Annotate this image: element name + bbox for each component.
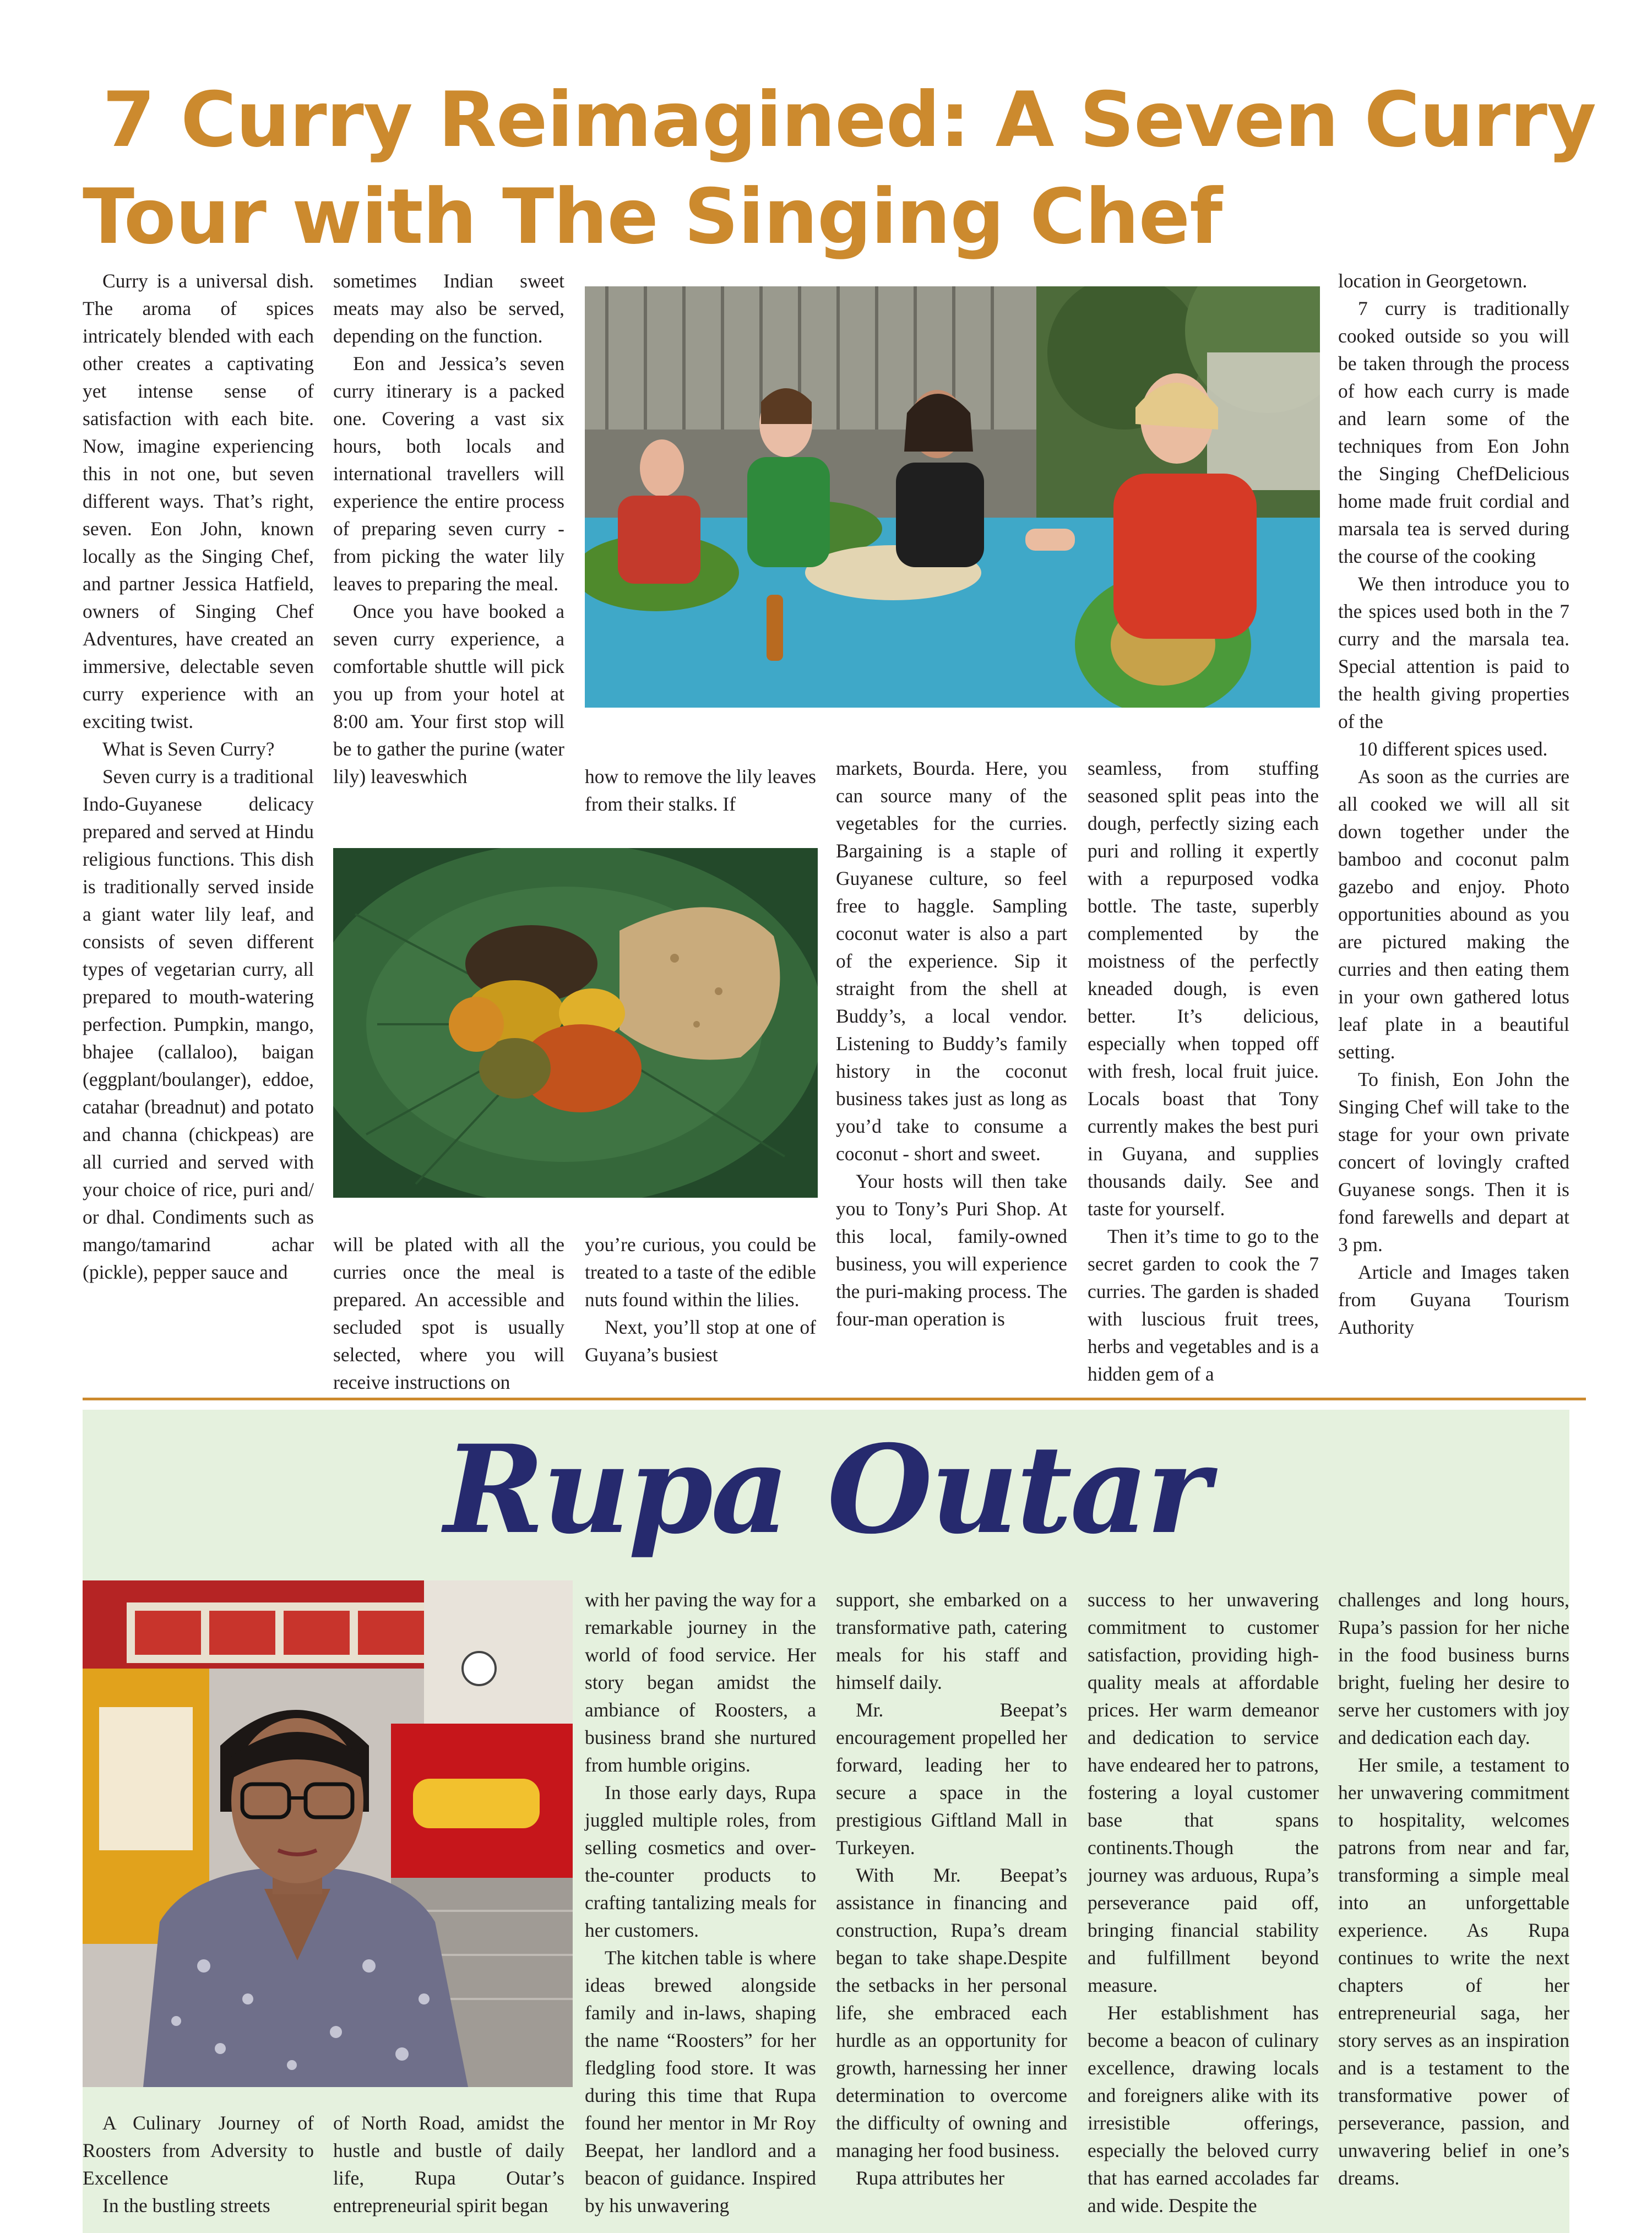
paragraph: With Mr. Beepat’s assistance in financing and construction, Rupa’s dream began to take shape.Despite the setbacks in her personal life, she embraced each hurdle as an opportunity for growth, harnessing her inner determination to overcome the difficulty of owning and managing her food business. <box>836 1864 1067 2161</box>
paragraph: As soon as the curries are all cooked we will all sit down together under the bamboo and coconut palm gazebo and enjoy. Photo opportunities abound as you are pictured making the curries and then eating them in your own gathered lotus leaf plate in a beautiful setting. <box>1338 765 1569 1063</box>
article2-column-5 <box>1088 1586 1319 2219</box>
paragraph: Eon and Jessica’s seven curry itinerary is a packed one. Covering a vast six hours, both locals and international travellers will experience the entire process of preparing seven curry - from picking the water lily leaves to preparing the meal. <box>333 352 564 595</box>
article2-column-2 <box>333 2109 564 2219</box>
rupa-portrait-photo <box>83 1580 573 2087</box>
section-divider <box>83 1398 1586 1400</box>
paragraph: In the bustling streets <box>102 2194 270 2216</box>
paragraph: The kitchen table is where ideas brewed alongside family and in-laws, shaping the name “Roosters” for her fledgling food store. It was during this time that Rupa found her mentor in Mr Roy Beepat, her landlord and a beacon of guidance. Inspired by his unwavering <box>585 1947 816 2216</box>
paragraph: To finish, Eon John the Singing Chef will take to the stage for your own private concert of lovingly crafted Guyanese songs. Then it is fond farewells and depart at 3 pm. <box>1338 1068 1569 1256</box>
rupa-outar-title: Rupa Outar <box>444 1418 1208 1561</box>
paragraph: support, she embarked on a transformative path, catering meals for his staff and himself daily. <box>836 1589 1067 1693</box>
article-headline <box>83 72 1597 265</box>
article2-column-4 <box>836 1586 1067 2192</box>
paragraph: location in Georgetown. <box>1338 270 1528 292</box>
paragraph: markets, Bourda. Here, you can source many of the vegetables for the curries. Bargaining is a staple of Guyanese culture, so feel free to haggle. Sampling coconut water is also a part of the experience. Sip it straight from the shell at Buddy’s, a local vendor. Listening to Buddy’s family history in the coconut business takes just as long as you’d take to consume a coconut - short and sweet. <box>836 757 1067 1165</box>
paragraph: 10 different spices used. <box>1358 738 1548 760</box>
paragraph: challenges and long hours, Rupa’s passion for her niche in the food business burns bright, fueling her desire to serve her customers with joy and dedication each day. <box>1338 1589 1569 1748</box>
credit-line: Article and Images taken from Guyana Tourism Authority <box>1338 1261 1569 1338</box>
article1-column-2-bottom <box>333 1231 564 1396</box>
paragraph: Next, you’ll stop at one of Guyana’s busiest <box>585 1316 816 1366</box>
group-photo <box>585 286 1320 708</box>
paragraph: Her establishment has become a beacon of culinary excellence, drawing locals and foreigners alike with its irresistible offerings, especially the beloved curry that has earned accolades far and wide. Despite the <box>1088 2002 1319 2216</box>
article1-column-4 <box>836 754 1067 1333</box>
paragraph: success to her unwavering commitment to customer satisfaction, providing high-quality meals at affordable prices. Her warm demeanor and dedication to service have endeared her to patrons, fostering a loyal customer base that spans continents.Though the journey was arduous, Rupa’s perseverance paid off, bringing financial stability and fulfillment beyond measure. <box>1088 1589 1319 1996</box>
paragraph: Your hosts will then take you to Tony’s Puri Shop. At this local, family-owned business, you will experience the puri-making process. The four-man operation is <box>836 1170 1067 1330</box>
headline-line-1: 7 Curry Reimagined: A Seven Curry <box>102 75 1596 164</box>
article2-column-3 <box>585 1586 816 2219</box>
subheading: What is Seven Curry? <box>102 738 275 760</box>
paragraph: We then introduce you to the spices used both in the 7 curry and the marsala tea. Special attention is paid to the health giving properties of the <box>1338 573 1569 732</box>
paragraph: of North Road, amidst the hustle and bustle of daily life, Rupa Outar’s entrepreneurial spirit began <box>333 2112 564 2216</box>
article2-column-1 <box>83 2109 314 2219</box>
paragraph: Then it’s time to go to the secret garden to cook the 7 curries. The garden is shaded with luscious fruit trees, herbs and vegetables and is a hidden gem of a <box>1088 1225 1319 1385</box>
curry-leaf-photo <box>333 848 818 1198</box>
paragraph: Once you have booked a seven curry experience, a comfortable shuttle will pick you up from your hotel at 8:00 am. Your first stop will be to gather the purine (water lily) leaveswhich <box>333 600 564 787</box>
article1-column-5 <box>1088 754 1319 1388</box>
article1-column-2-top <box>333 267 564 790</box>
subheading: A Culinary Journey of Roosters from Adversity to Excellence <box>83 2112 314 2189</box>
paragraph: Her smile, a testament to her unwavering commitment to hospitality, welcomes patrons from near and far, transforming a simple meal into an unforgettable experience. As Rupa continues to write the next chapters of her entrepreneurial saga, her story serves as an inspiration and is a testament to the transformative power of perseverance, passion, and unwavering belief in one’s dreams. <box>1338 1754 1569 2189</box>
article2-column-6 <box>1338 1586 1569 2192</box>
paragraph: with her paving the way for a remarkable journey in the world of food service. Her story began amidst the ambiance of Roosters, a business brand she nurtured from humble origins. <box>585 1589 816 1776</box>
paragraph: 7 curry is traditionally cooked outside so you will be taken through the process of how each curry is made and learn some of the techniques from Eon John the Singing ChefDelicious home made fruit cordial and marsala tea is served during the course of the cooking <box>1338 297 1569 567</box>
article1-column-3-top <box>585 763 816 818</box>
article1-column-1 <box>83 267 314 1286</box>
paragraph: you’re curious, you could be treated to a taste of the edible nuts found within the lilies. <box>585 1234 816 1311</box>
paragraph: Curry is a universal dish. The aroma of spices intricately blended with each other creates a captivating yet intense sense of satisfaction with each bite. Now, imagine experiencing this in not one, but seven different ways. That’s right, seven. Eon John, known locally as the Singing Chef, and partner Jessica Hatfield, owners of Singing Chef Adventures, have created an immersive, delectable seven curry experience with an exciting twist. <box>83 270 314 732</box>
paragraph: will be plated with all the curries once the meal is prepared. An accessible and secluded spot is usually selected, where you will receive instructions on <box>333 1234 564 1393</box>
article1-column-3-bottom <box>585 1231 816 1368</box>
rupa-portrait-image <box>83 1580 573 2087</box>
paragraph: sometimes Indian sweet meats may also be served, depending on the function. <box>333 270 564 347</box>
paragraph: Rupa attributes her <box>856 2167 1005 2189</box>
headline-line-2: Tour with The Singing Chef <box>83 172 1222 261</box>
paragraph: In those early days, Rupa juggled multiple roles, from selling cosmetics and over-the-counter products to crafting tantalizing meals for her customers. <box>585 1781 816 1941</box>
group-photo-image <box>585 286 1320 708</box>
paragraph: Seven curry is a traditional Indo-Guyanese delicacy prepared and served at Hindu religious functions. This dish is traditionally served inside a giant water lily leaf, and consists of seven different types of vegetarian curry, all prepared to mouth-watering perfection. Pumpkin, mango, bhajee (callaloo), baigan (eggplant/boulanger), eddoe, catahar (breadnut) and potato and channa (chickpeas) are all curried and served with your choice of rice, puri and/ or dhal. Condiments such as mango/tamarind achar (pickle), pepper sauce and <box>83 765 314 1283</box>
curry-leaf-image <box>333 848 818 1198</box>
paragraph: seamless, from stuffing seasoned split peas into the dough, perfectly sizing each puri and rolling it expertly with a repurposed vodka bottle. The taste, superbly complemented by the moistness of the perfectly kneaded dough, is even better. It’s delicious, especially when topped off with fresh, local fruit juice. Locals boast that Tony currently makes the best puri in Guyana, and supplies thousands daily. See and taste for yourself. <box>1088 757 1319 1220</box>
paragraph: Mr. Beepat’s encouragement propelled her forward, leading her to secure a space in the prestigious Giftland Mall in Turkeyen. <box>836 1699 1067 1859</box>
paragraph: how to remove the lily leaves from their stalks. If <box>585 765 816 815</box>
article1-column-6 <box>1338 267 1569 1341</box>
